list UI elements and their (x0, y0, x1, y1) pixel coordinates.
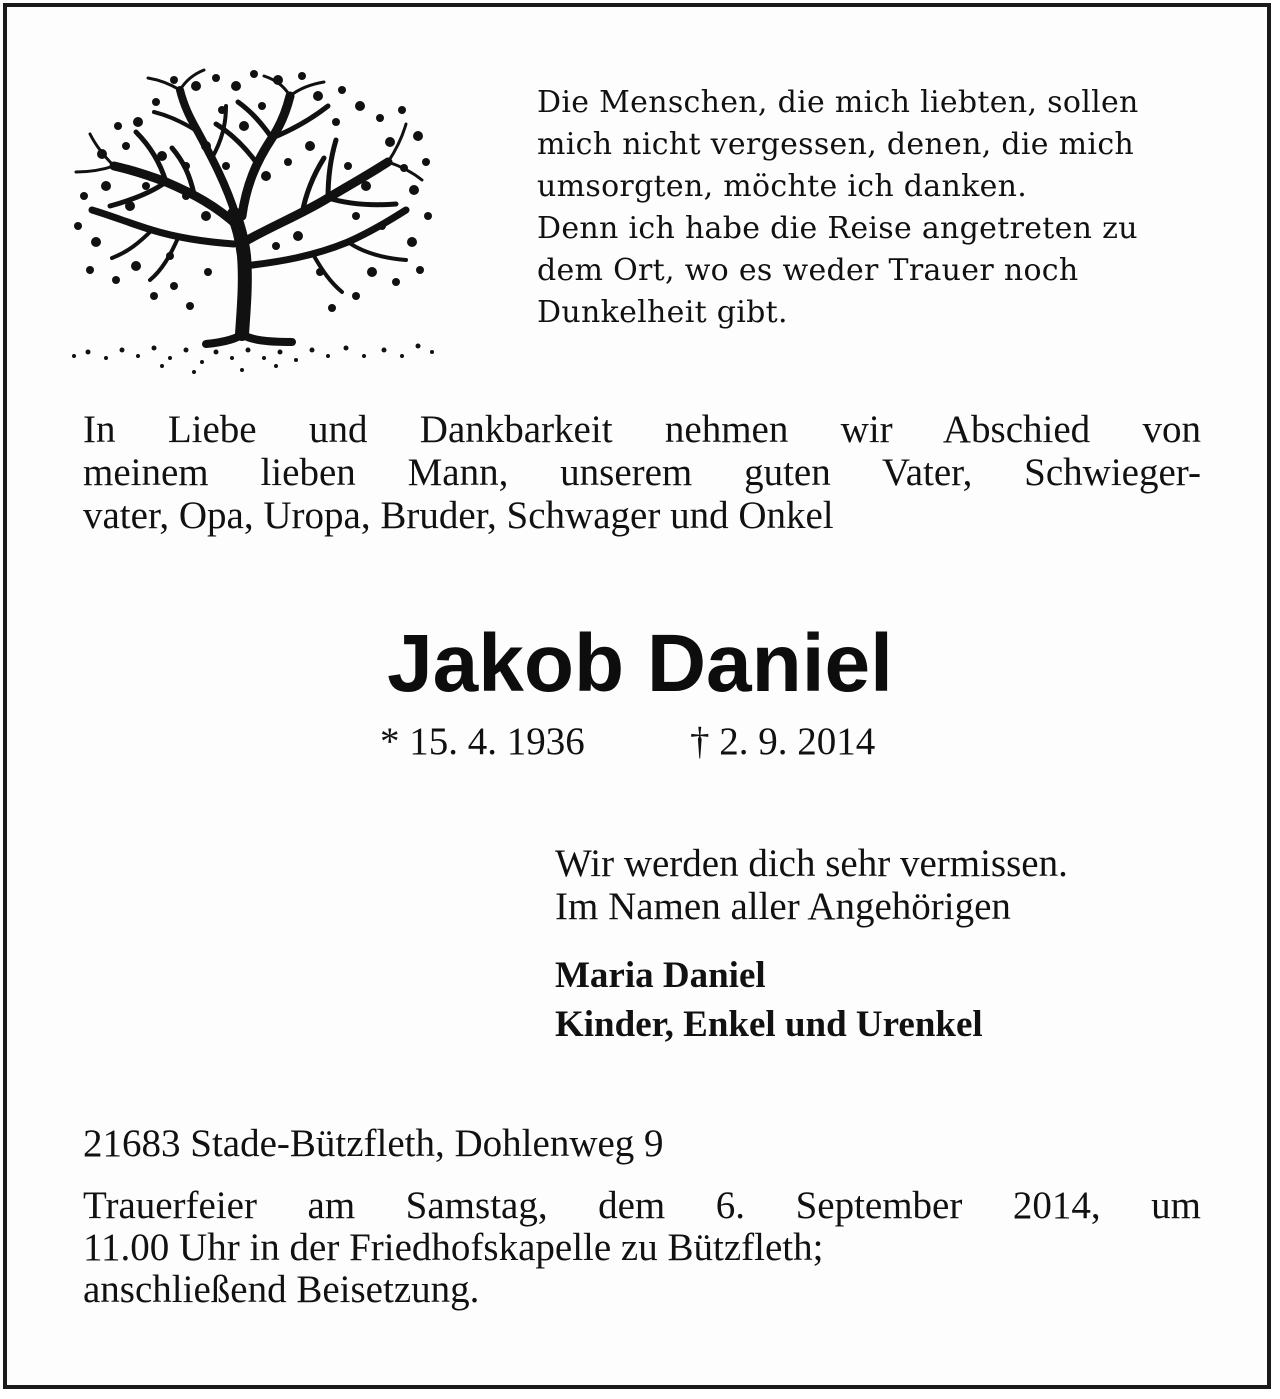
deceased-name: Jakob Daniel (387, 618, 893, 709)
mourners-signature (555, 951, 983, 1049)
intro-line: In Liebe und Dankbarkeit nehmen wir Abschied von (83, 408, 1201, 451)
poem-quote (537, 82, 1237, 334)
poem-line: mich nicht vergessen, denen, die mich (537, 127, 1135, 162)
signature-line: Kinder, Enkel und Urenkel (555, 1004, 983, 1045)
signature-line: Maria Daniel (555, 955, 766, 996)
intro-line: meinem lieben Mann, unserem guten Vater, Schwieger- (83, 451, 1201, 494)
poem-line: Die Menschen, die mich liebten, sollen (537, 85, 1139, 120)
death-date: † 2. 9. 2014 (690, 720, 876, 763)
birth-date: * 15. 4. 1936 (380, 720, 585, 763)
poem-line: umsorgten, möchte ich danken. (537, 169, 1028, 204)
poem-line: Denn ich habe die Reise angetreten zu (537, 211, 1138, 246)
family-address: 21683 Stade-Bützfleth, Dohlenweg 9 (83, 1122, 664, 1165)
intro-line: vater, Opa, Uropa, Bruder, Schwager und Onkel (83, 494, 834, 537)
tree-icon (66, 66, 438, 378)
closing-message (555, 842, 1068, 928)
poem-line: dem Ort, wo es weder Trauer noch (537, 253, 1079, 288)
life-dates (380, 720, 875, 764)
closing-line: Wir werden dich sehr vermissen. (555, 842, 1068, 885)
service-line: Trauerfeier am Samstag, dem 6. September 2014, um (83, 1184, 1201, 1227)
poem-line: Dunkelheit gibt. (537, 295, 788, 330)
funeral-service-info (83, 1185, 1201, 1311)
closing-line: Im Namen aller Angehörigen (555, 885, 1011, 928)
farewell-intro (83, 408, 1201, 537)
service-line: anschließend Beisetzung. (83, 1268, 480, 1311)
service-line: 11.00 Uhr in der Friedhofskapelle zu Bützfleth; (83, 1226, 824, 1269)
